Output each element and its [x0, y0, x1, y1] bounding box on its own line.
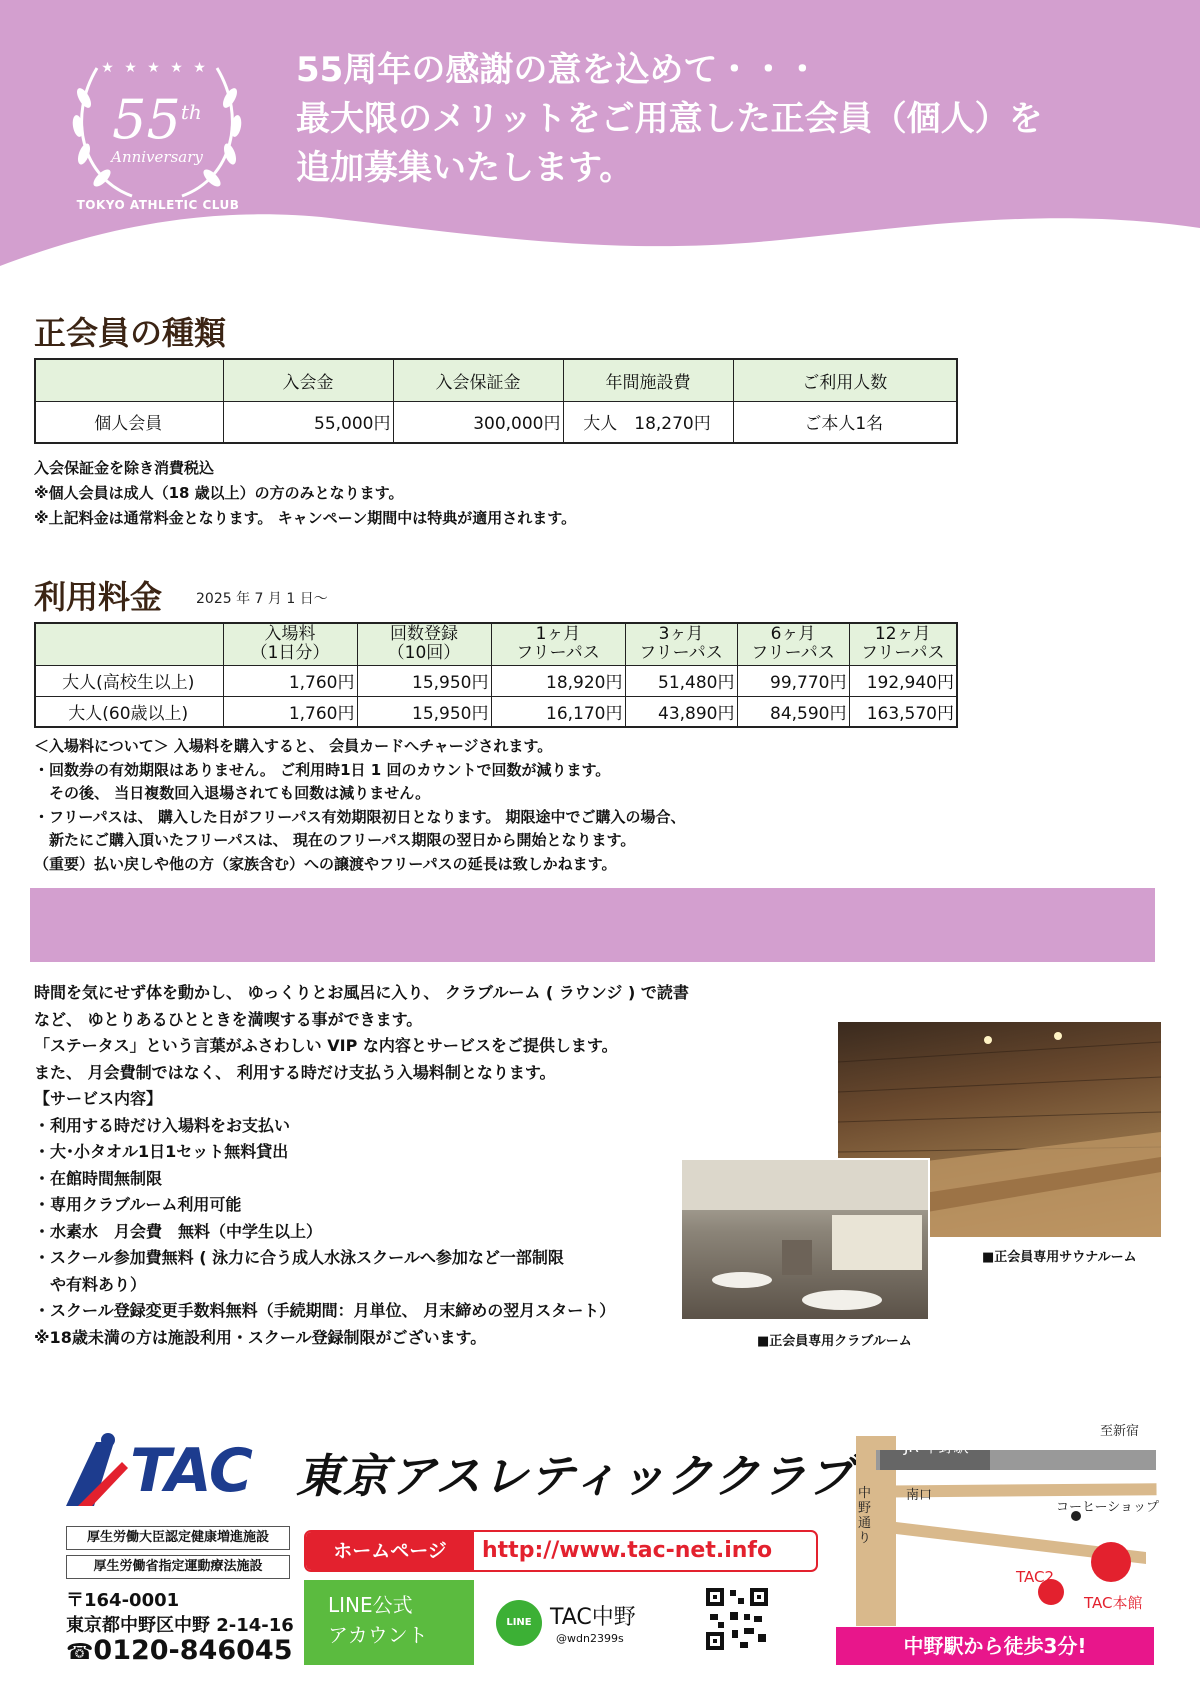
map-station-label: JR 中野駅 [904, 1438, 969, 1456]
service-line: 時間を気にせず体を動かし、 ゆっくりとお風呂に入り、 クラブルーム ( ラウンジ ) で読書 [34, 983, 689, 1002]
row-label: 大人(60歳以上) [35, 696, 223, 727]
table-header: 入場料 （1日分） [223, 623, 357, 665]
phone-icon: ☎ [66, 1640, 94, 1665]
service-line: ・大･小タオル1日1セット無料貸出 [34, 1142, 289, 1161]
row-label: 大人(高校生以上) [35, 665, 223, 696]
table-cell: 99,770円 [737, 665, 849, 696]
club-room-photo [680, 1158, 930, 1321]
table-header-row [35, 359, 957, 401]
note-line: ※個人会員は成人（18 歳以上）の方のみとなります。 [34, 484, 404, 502]
headline [296, 46, 1043, 193]
walk-time-banner: 中野駅から徒歩3分! [836, 1627, 1154, 1665]
note-line: ※上記料金は通常料金となります。 キャンペーン期間中は特典が適用されます。 [34, 509, 577, 527]
table-header: ご利用人数 [733, 359, 957, 401]
club-room-caption: ■正会員専用クラブルーム [757, 1334, 912, 1349]
note-line: （重要）払い戻しや他の方（家族含む）への譲渡やフリーパスの延長は致しかねます。 [34, 854, 617, 873]
table-row [35, 401, 957, 443]
row-label: 個人会員 [35, 401, 223, 443]
table-cell: 1,760円 [223, 696, 357, 727]
note-line: その後、 当日複数回入退場されても回数は減りません。 [34, 784, 431, 802]
note-line: 新たにご購入頂いたフリーパスは、 現在のフリーパス期限の翌日から開始となります。 [34, 831, 636, 849]
homepage-url[interactable]: http://www.tac-net.info [482, 1538, 773, 1563]
table-header: 3ヶ月 フリーパス [625, 623, 737, 665]
phone-number: ☎0120-846045 [66, 1635, 293, 1666]
emblem-number: 55th [112, 88, 202, 151]
table-cell: 163,570円 [849, 696, 957, 727]
headline-line: 55周年の感謝の意を込めて・・・ [296, 50, 820, 90]
line-icon: LINE [496, 1600, 542, 1646]
service-line: など、 ゆとりあるひとときを満喫する事ができます。 [34, 1009, 423, 1029]
table-cell: 15,950円 [357, 665, 491, 696]
pricing-title: 利用料金 [34, 578, 163, 616]
table-cell: 192,940円 [849, 665, 957, 696]
access-map [836, 1432, 1166, 1660]
hero-banner [0, 0, 1200, 270]
map-coffee-label: コーヒーショップ [1056, 1500, 1159, 1515]
line-label: LINE公式 [328, 1593, 413, 1617]
table-cell: 大人 18,270円 [563, 401, 733, 443]
service-description [34, 980, 689, 1351]
service-line: ・スクール参加費無料 ( 泳力に合う成人水泳スクールへ参加など一部制限 [34, 1248, 564, 1267]
cert-therapy-facility: 厚生労働省指定運動療法施設 [66, 1555, 290, 1579]
table-cell: 51,480円 [625, 665, 737, 696]
service-line: ・スクール登録変更手数料無料（手続期間：月単位、 月末締めの翌月スタート） [34, 1301, 616, 1320]
service-line: ※18歳未満の方は施設利用・スクール登録制限がございます。 [34, 1327, 487, 1347]
service-line: ・水素水 月会費 無料（中学生以上） [34, 1221, 323, 1241]
table-cell: 84,590円 [737, 696, 849, 727]
pricing-date: 2025 年 7 月 1 日～ [196, 591, 328, 607]
table-header [35, 359, 223, 401]
service-line: 「ステータス」という言葉がふさわしい VIP な内容とサービスをご提供します。 [34, 1036, 618, 1055]
anniversary-emblem [62, 28, 252, 218]
note-line: ・フリーパスは、 購入した日がフリーパス有効期限初日となります。 期限途中でご購入の場合、 [34, 807, 686, 826]
table-cell: 55,000円 [223, 401, 393, 443]
line-account-box[interactable] [304, 1580, 474, 1665]
service-line: 【サービス内容】 [34, 1089, 163, 1108]
pricing-notes [34, 735, 686, 876]
table-header [35, 623, 223, 665]
table-cell: 16,170円 [491, 696, 625, 727]
service-line: ・専用クラブルーム利用可能 [34, 1195, 242, 1214]
emblem-stars: ★ ★ ★ ★ ★ [101, 60, 209, 76]
membership-title: 正会員の種類 [34, 314, 227, 352]
cert-health-facility: 厚生労働大臣認定健康増進施設 [66, 1526, 290, 1550]
club-room-scene [682, 1160, 930, 1321]
table-row [35, 665, 957, 696]
service-line: ・利用する時だけ入場料をお支払い [34, 1115, 291, 1135]
club-name: 東京アスレティッククラブ [296, 1449, 855, 1503]
table-header: 入会金 [223, 359, 393, 401]
tac-logo-text: TAC [130, 1436, 252, 1506]
map-street-label: 中野通り [858, 1486, 872, 1546]
homepage-link[interactable] [304, 1530, 818, 1572]
emblem-anniversary: Anniversary [111, 148, 203, 166]
tac-logo [66, 1432, 290, 1514]
headline-line: 追加募集いたします。 [296, 148, 634, 188]
headline-line: 最大限のメリットをご用意した正会員（個人）を [296, 99, 1043, 139]
emblem-club-name: TOKYO ATHLETIC CLUB [76, 198, 240, 212]
street-address: 東京都中野区中野 2-14-16 [66, 1615, 294, 1636]
table-cell: 1,760円 [223, 665, 357, 696]
table-header-row [35, 623, 957, 665]
table-cell: 15,950円 [357, 696, 491, 727]
membership-notes [34, 456, 576, 531]
map-tac2-label: TAC2 [1016, 1568, 1055, 1586]
service-line: また、 月会費制ではなく、 利用する時だけ支払う入場料制となります。 [34, 1062, 556, 1082]
qr-code-icon[interactable] [704, 1586, 770, 1652]
service-line: ・在館時間無制限 [34, 1168, 163, 1188]
service-line: や有料あり） [34, 1274, 147, 1294]
line-account-id: @wdn2399s [556, 1632, 624, 1645]
table-row [35, 696, 957, 727]
table-cell: 18,920円 [491, 665, 625, 696]
table-header: 入会保証金 [393, 359, 563, 401]
note-line: ＜入場料について＞ 入場料を購入すると、 会員カードへチャージされます。 [34, 737, 553, 755]
line-account-name: TAC中野 [550, 1605, 636, 1630]
table-header: 1ヶ月 フリーパス [491, 623, 625, 665]
section-divider-bar [30, 888, 1155, 962]
map-shinjuku-label: 至新宿 [1100, 1424, 1140, 1439]
table-header: 回数登録 （10回） [357, 623, 491, 665]
note-line: ・回数券の有効期限はありません。 ご利用時1日 1 回のカウントで回数が減ります。 [34, 760, 611, 779]
sauna-caption: ■正会員専用サウナルーム [982, 1250, 1137, 1265]
postal-code: 〒164-0001 [66, 1590, 180, 1611]
homepage-label: ホームページ [306, 1532, 474, 1572]
map-tac-main-label: TAC本館 [1084, 1594, 1143, 1612]
table-header: 6ヶ月 フリーパス [737, 623, 849, 665]
line-label: アカウント [328, 1623, 428, 1647]
membership-table [34, 358, 958, 444]
pricing-table [34, 622, 958, 728]
table-cell: 300,000円 [393, 401, 563, 443]
table-cell: ご本人1名 [733, 401, 957, 443]
table-cell: 43,890円 [625, 696, 737, 727]
map-south-exit-label: 南口 [906, 1488, 933, 1503]
table-header: 年間施設費 [563, 359, 733, 401]
address-block [66, 1588, 294, 1665]
note-line: 入会保証金を除き消費税込 [34, 459, 215, 477]
table-header: 12ヶ月 フリーパス [849, 623, 957, 665]
